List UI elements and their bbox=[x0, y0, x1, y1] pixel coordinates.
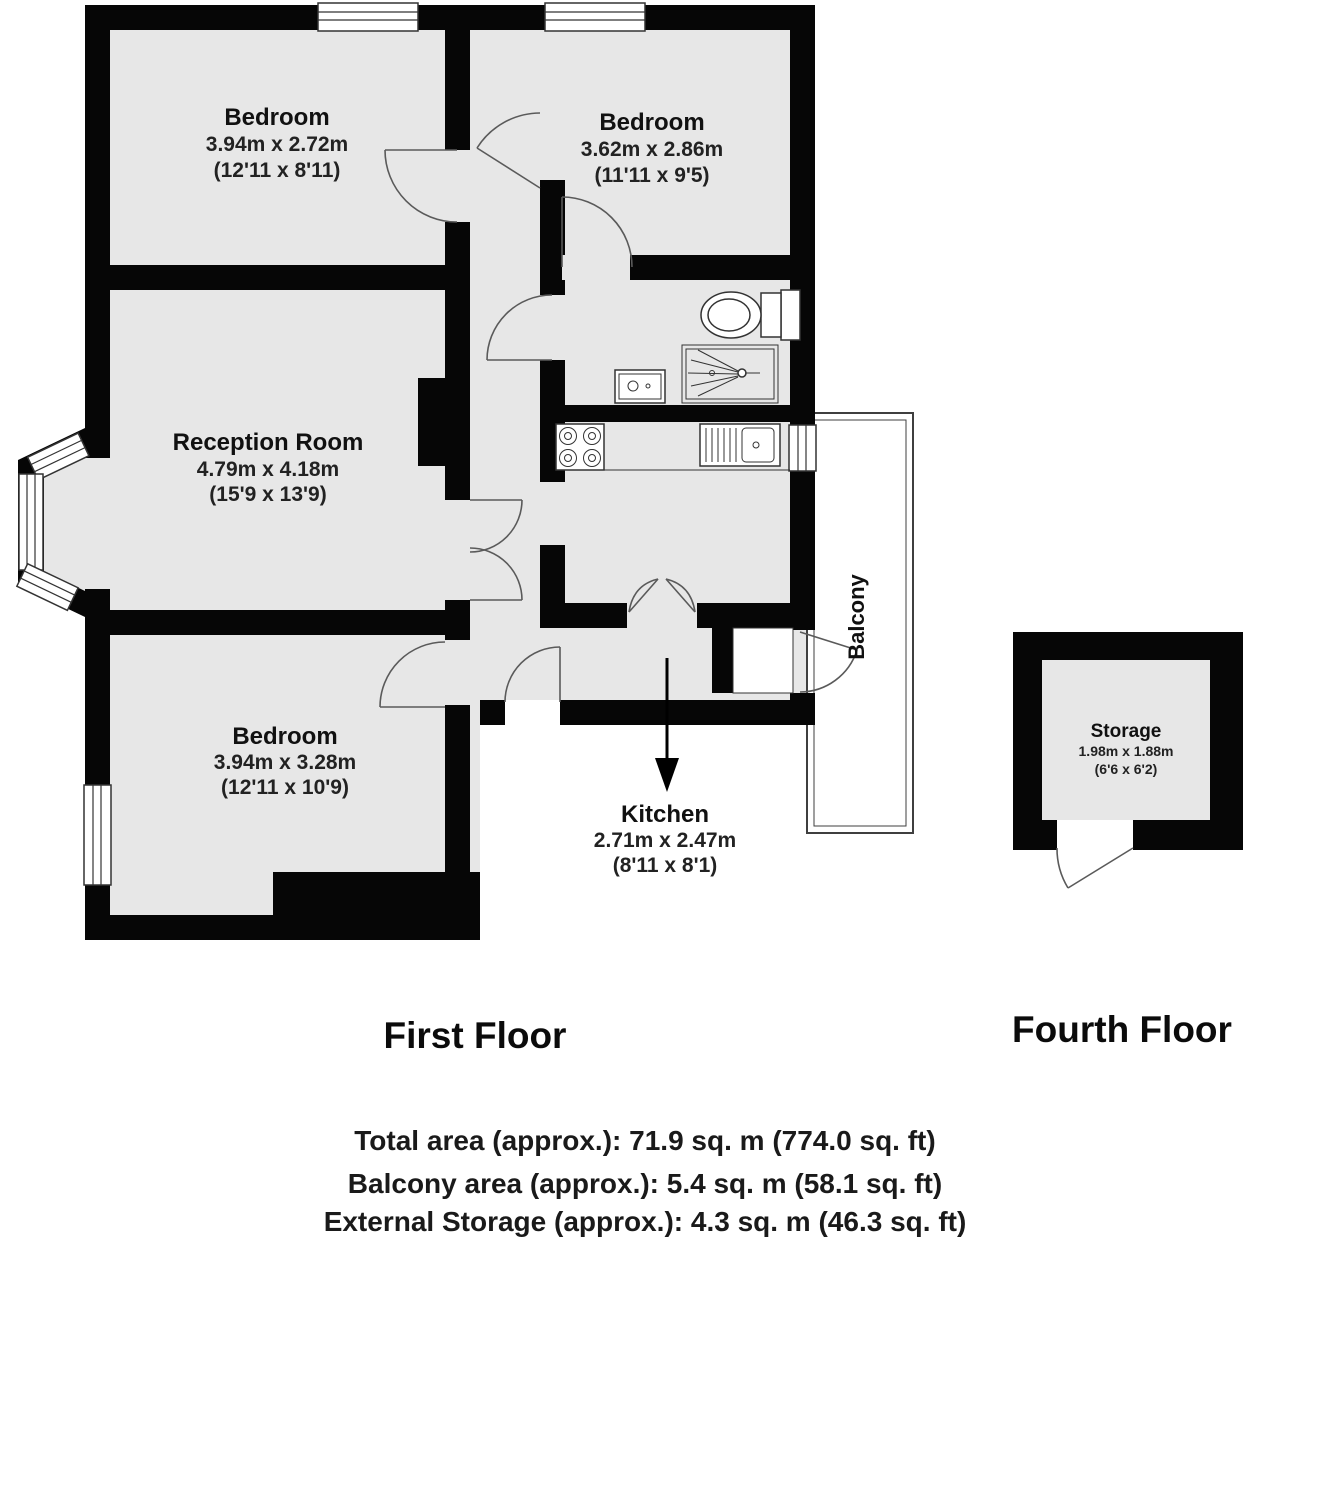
storage-dims-m: 1.98m x 1.88m bbox=[1078, 743, 1174, 759]
reception-name: Reception Room bbox=[172, 429, 364, 456]
bedroom3-name: Bedroom bbox=[232, 723, 338, 750]
stove-symbol bbox=[556, 424, 604, 470]
fourth-floor-plan bbox=[1013, 632, 1243, 888]
first-floor-plan bbox=[17, 3, 913, 940]
entrance-opening bbox=[505, 700, 560, 725]
balcony-area-line: Balcony area (approx.): 5.4 sq. m (58.1 sq. ft) bbox=[347, 1168, 943, 1199]
window-bedroom1 bbox=[318, 3, 418, 31]
kitchen-dims-ft: (8'11 x 8'1) bbox=[612, 854, 718, 877]
label-bedroom3 bbox=[214, 723, 356, 799]
total-area-line: Total area (approx.): 71.9 sq. m (774.0 sq. ft) bbox=[354, 1125, 936, 1156]
bedroom1-dims-m: 3.94m x 2.72m bbox=[205, 133, 349, 156]
bedroom3-dims-m: 3.94m x 3.28m bbox=[213, 751, 357, 774]
external-storage-area-line: External Storage (approx.): 4.3 sq. m (46.3 sq. ft) bbox=[323, 1206, 967, 1237]
bedroom3-dims-ft: (12'11 x 10'9) bbox=[221, 776, 349, 799]
bay-window-middle bbox=[19, 474, 43, 570]
kitchen-name: Kitchen bbox=[620, 801, 710, 828]
reception-dims-ft: (15'9 x 13'9) bbox=[209, 483, 327, 506]
kitchen-dims-m: 2.71m x 2.47m bbox=[593, 829, 737, 852]
reception-dims-m: 4.79m x 4.18m bbox=[196, 458, 340, 481]
window-bedroom2 bbox=[545, 3, 645, 31]
washing-machine-symbol bbox=[615, 370, 665, 403]
bedroom2-dims-m: 3.62m x 2.86m bbox=[580, 138, 724, 161]
door-storage bbox=[1057, 848, 1133, 888]
storage-door-opening bbox=[1057, 820, 1133, 852]
toilet-symbol bbox=[701, 290, 800, 340]
window-kitchen-balcony bbox=[789, 425, 816, 471]
label-bedroom2 bbox=[581, 109, 723, 187]
label-kitchen bbox=[594, 801, 736, 877]
storage-name: Storage bbox=[1090, 721, 1162, 742]
balcony-label: Balcony bbox=[844, 574, 869, 660]
sink-symbol bbox=[700, 424, 780, 466]
bedroom1-dims-ft: (12'11 x 8'11) bbox=[213, 159, 341, 182]
label-bedroom1 bbox=[206, 104, 348, 182]
first-floor-title: First Floor bbox=[383, 1015, 567, 1056]
bedroom2-name: Bedroom bbox=[599, 109, 705, 136]
balcony-vestibule bbox=[733, 628, 793, 693]
bedroom2-dims-ft: (11'11 x 9'5) bbox=[594, 164, 710, 187]
fourth-floor-title: Fourth Floor bbox=[1012, 1009, 1232, 1050]
window-bedroom3 bbox=[84, 785, 111, 885]
storage-dims-ft: (6'6 x 6'2) bbox=[1094, 761, 1158, 777]
bedroom1-name: Bedroom bbox=[224, 104, 330, 131]
